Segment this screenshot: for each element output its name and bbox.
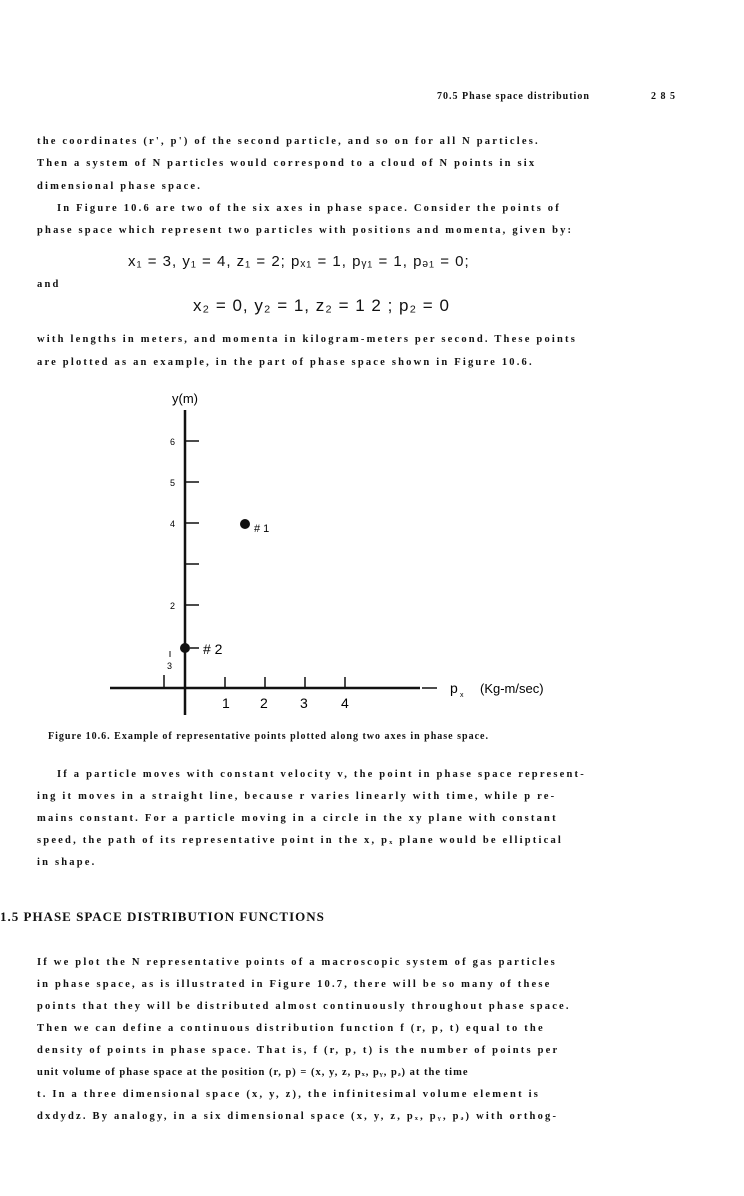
para5-line: dxdydz. By analogy, in a six dimensional space (x, y, z, pₓ, pᵧ, pₔ) with orthog- (37, 1111, 559, 1122)
para4-line: mains constant. For a particle moving in a circle in the xy plane with constant (37, 813, 558, 824)
running-header: 70.5 Phase space distribution (437, 91, 590, 102)
page-number: 2 8 5 (651, 91, 676, 102)
x-ticks (164, 675, 349, 711)
x-axis-unit: (Kg-m/sec) (480, 681, 544, 696)
x-axis-label: p (450, 680, 458, 696)
figure-10-6 (100, 385, 580, 725)
x-tick-label-3: 3 (300, 695, 308, 711)
para2-line: In Figure 10.6 are two of the six axes in phase space. Consider the points of (57, 203, 561, 214)
x-axis-subscript: x (460, 692, 464, 699)
data-point-2 (180, 643, 190, 653)
para4-line: ing it moves in a straight line, because r varies linearly with time, while p re- (37, 791, 557, 802)
data-point-1 (240, 519, 250, 529)
section-heading: 1.5 PHASE SPACE DISTRIBUTION FUNCTIONS (0, 909, 325, 924)
and-label: and (37, 279, 61, 290)
para5-line: Then we can define a continuous distribution function f (r, p, t) equal to the (37, 1023, 545, 1034)
stray-mark: 3 (167, 661, 173, 671)
para3-line: with lengths in meters, and momenta in kilogram-meters per second. These points (37, 334, 578, 345)
para2-line: phase space which represent two particles with positions and momenta, given by: (37, 225, 574, 236)
para5-line: t. In a three dimensional space (x, y, z), the infinitesimal volume element is (37, 1089, 541, 1100)
y-tick-label-2: 2 (170, 601, 176, 611)
y-axis-label: y(m) (172, 391, 198, 406)
data-point-1-label: # 1 (254, 523, 270, 535)
para1-line: the coordinates (r', p') of the second particle, and so on for all N particles. (37, 136, 540, 147)
equation-point2: x₂ = 0, y₂ = 1, z₂ = 1 2 ; p₂ = 0 (193, 296, 450, 315)
y-tick-label-6: 6 (170, 437, 176, 447)
y-tick-label-4: 4 (170, 519, 176, 529)
para5-line: in phase space, as is illustrated in Figure 10.7, there will be so many of these (37, 979, 552, 990)
para4-line: speed, the path of its representative point in the x, pₓ plane would be elliptical (37, 835, 564, 846)
x-tick-label-1: 1 (222, 695, 230, 711)
para4-line: in shape. (37, 857, 97, 868)
data-point-2-label: # 2 (203, 641, 223, 657)
equation-point1: x₁ = 3, y₁ = 4, z₁ = 2; pₓ₁ = 1, pᵧ₁ = 1, pₔ₁ = 0; (128, 253, 470, 270)
x-tick-label-2: 2 (260, 695, 268, 711)
para5-line: If we plot the N representative points of a macroscopic system of gas particles (37, 957, 557, 968)
para1-line: dimensional phase space. (37, 181, 203, 192)
x-tick-label-4: 4 (341, 695, 349, 711)
para5-line: points that they will be distributed almost continuously throughout phase space. (37, 1001, 571, 1012)
para3-line: are plotted as an example, in the part of phase space shown in Figure 10.6. (37, 357, 534, 368)
y-tick-label-5: 5 (170, 478, 176, 488)
figure-caption: Figure 10.6. Example of representative points plotted along two axes in phase space. (48, 731, 489, 742)
para5-line: density of points in phase space. That is, f (r, p, t) is the number of points per (37, 1045, 560, 1056)
para5-line: unit volume of phase space at the position (r, p) = (x, y, z, pₓ, pᵧ, pₔ) at the time (37, 1067, 469, 1078)
para4-line: If a particle moves with constant velocity v, the point in phase space represent- (57, 769, 586, 780)
para1-line: Then a system of N particles would correspond to a cloud of N points in six (37, 158, 537, 169)
